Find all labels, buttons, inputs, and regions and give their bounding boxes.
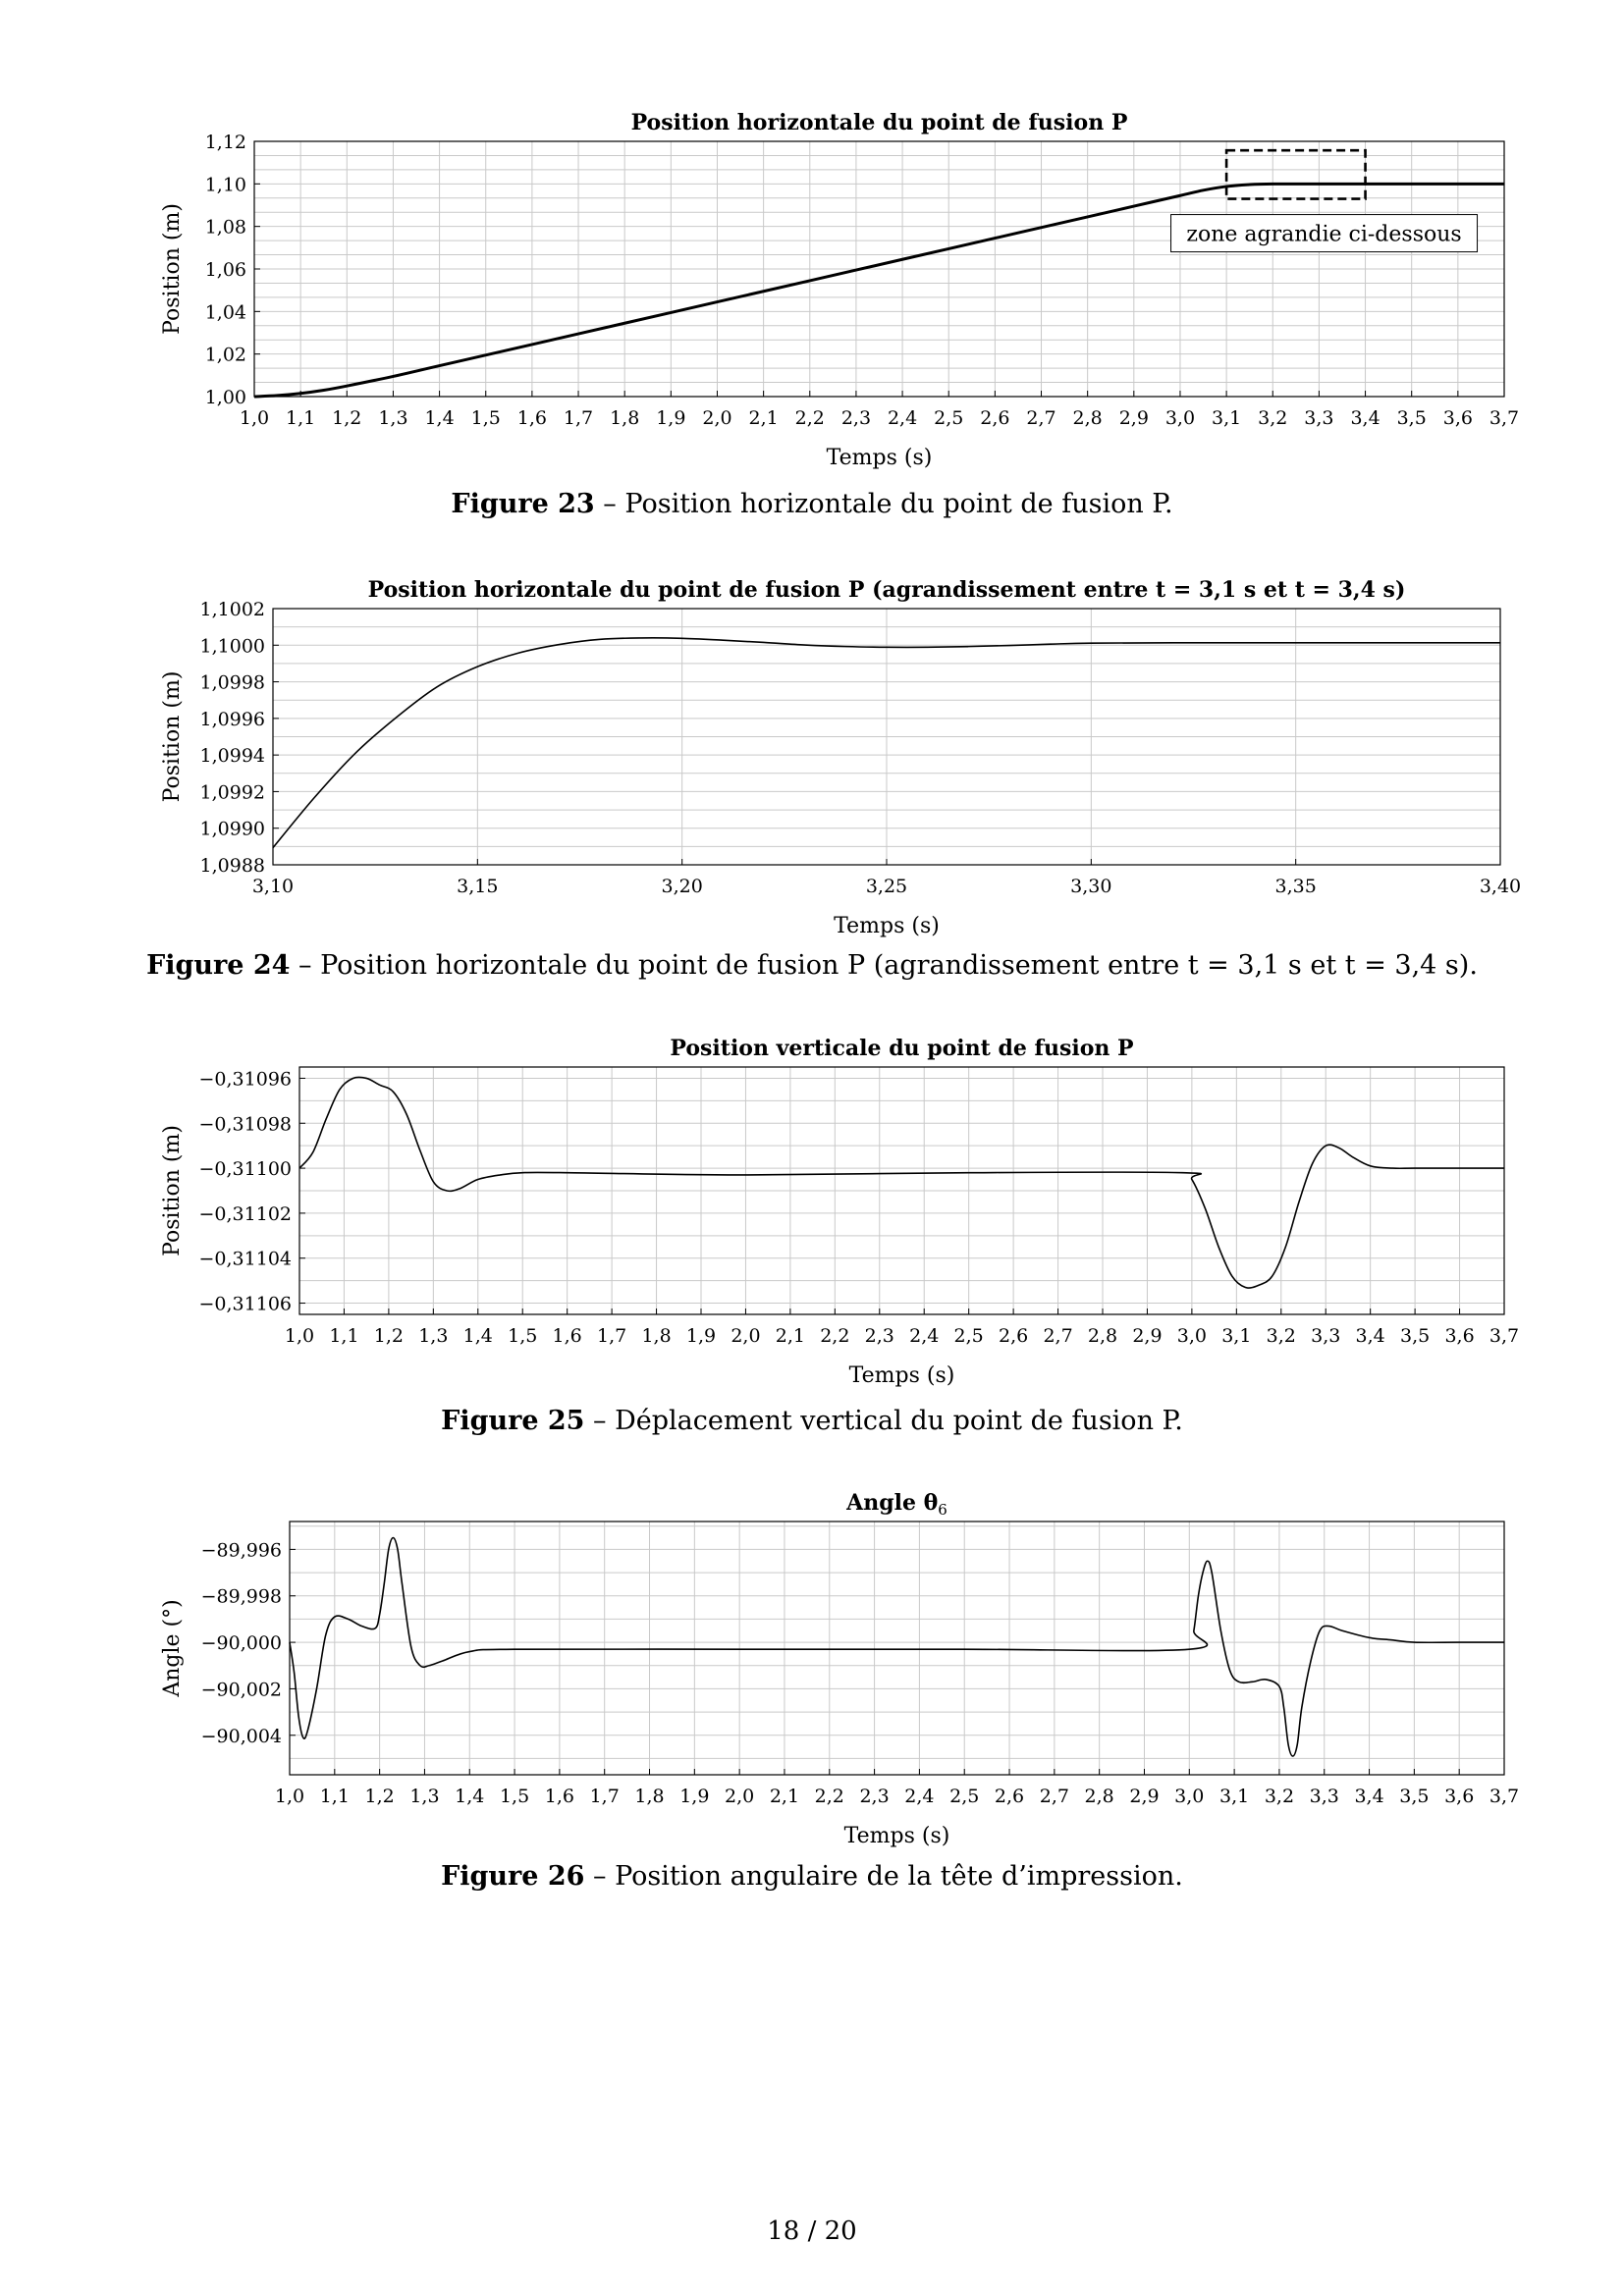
y-tick-label: 1,04 — [204, 301, 246, 324]
x-tick-label: 3,2 — [1258, 407, 1288, 429]
x-tick-label: 2,0 — [731, 1325, 761, 1347]
chart-angle-theta6 — [0, 1472, 1624, 1865]
x-tick-label: 1,2 — [373, 1325, 404, 1347]
y-tick-label: 1,0992 — [199, 781, 265, 804]
y-tick-label: 1,02 — [204, 344, 246, 366]
x-tick-label: 1,9 — [685, 1325, 717, 1347]
x-tick-label: 3,6 — [1442, 407, 1473, 429]
x-tick-label: 1,4 — [462, 1325, 493, 1347]
y-tick-label: 1,10 — [204, 174, 246, 196]
y-tick-label: 1,0994 — [199, 745, 265, 768]
x-tick-label: 2,2 — [820, 1325, 850, 1347]
x-tick-label: 2,4 — [904, 1786, 935, 1807]
x-tick-label: 3,35 — [1274, 876, 1317, 897]
x-tick-label: 2,3 — [859, 1786, 890, 1807]
x-tick-label: 1,5 — [508, 1325, 538, 1347]
x-tick-label: 2,2 — [794, 407, 825, 429]
y-tick-label: 1,1000 — [199, 635, 265, 658]
page-number: 18 / 20 — [767, 2216, 857, 2246]
y-axis-label: Angle (°) — [160, 1599, 185, 1697]
zoom-zone-box — [1226, 150, 1365, 198]
x-tick-label: 3,7 — [1489, 1325, 1520, 1347]
x-axis-label: Temps (s) — [826, 446, 933, 470]
grid — [254, 141, 1504, 397]
y-tick-label: −90,000 — [200, 1632, 282, 1655]
x-tick-label: 3,5 — [1399, 1786, 1430, 1807]
caption-figure-25: Figure 25 – Déplacement vertical du point de fusion P. — [441, 1406, 1183, 1436]
caption-figure-26: Figure 26 – Position angulaire de la tête d’impression. — [441, 1861, 1183, 1892]
x-tick-label: 1,1 — [319, 1786, 350, 1807]
x-tick-label: 3,3 — [1309, 1786, 1339, 1807]
x-tick-label: 2,8 — [1084, 1786, 1114, 1807]
chart-horizontal-position-zoom — [0, 560, 1624, 952]
x-tick-label: 1,3 — [409, 1786, 440, 1807]
x-tick-label: 3,3 — [1311, 1325, 1341, 1347]
y-tick-label: 1,1002 — [199, 599, 265, 620]
grid — [299, 1067, 1504, 1314]
x-tick-label: 3,2 — [1264, 1786, 1295, 1807]
x-tick-label: 2,9 — [1129, 1786, 1160, 1807]
x-tick-label: 1,3 — [378, 407, 408, 429]
x-tick-label: 2,1 — [748, 407, 779, 429]
x-tick-label: 3,7 — [1489, 407, 1520, 429]
y-axis-label: Position (m) — [160, 203, 185, 335]
x-tick-label: 2,8 — [1087, 1325, 1118, 1347]
x-tick-label: 1,7 — [589, 1786, 620, 1807]
y-tick-label: −0,31100 — [198, 1158, 292, 1181]
x-tick-label: 3,5 — [1396, 407, 1427, 429]
chart-vertical-position — [0, 1016, 1624, 1409]
chart-title-paren: (agrandissement entre t = 3,1 s et t = 3,4 s) — [872, 577, 1406, 603]
x-tick-label: 2,4 — [909, 1325, 940, 1347]
y-tick-label: 1,0996 — [199, 708, 265, 730]
x-tick-label: 2,5 — [949, 1786, 980, 1807]
y-tick-label: −89,998 — [200, 1585, 282, 1608]
x-tick-label: 3,4 — [1350, 407, 1380, 429]
y-tick-label: −0,31096 — [198, 1068, 292, 1091]
x-tick-label: 2,1 — [769, 1786, 800, 1807]
x-tick-label: 3,0 — [1164, 407, 1196, 429]
y-tick-label: 1,0998 — [199, 671, 265, 694]
x-tick-label: 2,9 — [1118, 407, 1149, 429]
x-tick-label: 1,8 — [634, 1786, 665, 1807]
y-axis-label: Position (m) — [160, 1125, 185, 1256]
y-tick-label: −0,31098 — [198, 1113, 292, 1136]
y-tick-label: 1,06 — [204, 259, 246, 281]
x-tick-label: 1,5 — [499, 1786, 530, 1807]
x-tick-label: 2,7 — [1043, 1325, 1073, 1347]
x-tick-label: 3,4 — [1355, 1325, 1385, 1347]
x-tick-label: 3,25 — [865, 876, 908, 897]
x-tick-label: 3,6 — [1444, 1325, 1475, 1347]
y-tick-label: −0,31106 — [198, 1293, 292, 1315]
x-tick-label: 3,15 — [457, 876, 499, 897]
x-tick-label: 2,4 — [887, 407, 918, 429]
grid — [290, 1522, 1504, 1775]
x-tick-label: 2,5 — [953, 1325, 984, 1347]
chart-title-main: Angle θ — [846, 1490, 939, 1516]
x-tick-label: 1,1 — [286, 407, 316, 429]
chart-title — [845, 1490, 947, 1519]
chart-title-subscript: 6 — [938, 1501, 947, 1519]
x-tick-label: 2,1 — [775, 1325, 805, 1347]
series-line — [290, 1538, 1504, 1756]
x-tick-label: 2,0 — [702, 407, 732, 429]
x-tick-label: 3,1 — [1221, 1325, 1252, 1347]
x-tick-label: 3,1 — [1212, 407, 1242, 429]
x-tick-label: 1,0 — [274, 1786, 305, 1807]
chart-title: Position horizontale du point de fusion P — [630, 110, 1128, 135]
x-tick-label: 2,8 — [1072, 407, 1103, 429]
x-tick-label: 3,3 — [1304, 407, 1334, 429]
x-tick-label: 1,0 — [284, 1325, 315, 1347]
caption-figure-23: Figure 23 – Position horizontale du point de fusion P. — [451, 489, 1173, 519]
y-tick-label: −0,31102 — [198, 1202, 292, 1225]
plot-frame — [290, 1522, 1504, 1775]
caption-figure-24: Figure 24 – Position horizontale du point de fusion P (agrandissement entre t = 3,1 s et t = 3,4 s). — [146, 950, 1478, 981]
x-tick-label: 3,7 — [1489, 1786, 1520, 1807]
x-tick-label: 2,0 — [725, 1786, 755, 1807]
x-tick-label: 2,7 — [1039, 1786, 1069, 1807]
x-tick-label: 1,9 — [679, 1786, 710, 1807]
x-tick-label: 2,3 — [840, 407, 872, 429]
x-tick-label: 3,30 — [1070, 876, 1112, 897]
y-tick-label: 1,0990 — [199, 818, 265, 840]
x-tick-label: 2,3 — [864, 1325, 894, 1347]
y-tick-label: 1,0988 — [199, 855, 265, 877]
x-tick-label: 1,8 — [641, 1325, 672, 1347]
x-tick-label: 1,6 — [544, 1786, 574, 1807]
x-tick-label: 1,6 — [552, 1325, 582, 1347]
x-tick-label: 1,9 — [656, 407, 686, 429]
x-tick-label: 1,0 — [239, 407, 270, 429]
x-tick-label: 1,2 — [364, 1786, 395, 1807]
x-tick-label: 3,1 — [1219, 1786, 1250, 1807]
x-tick-label: 1,4 — [424, 407, 455, 429]
y-axis-label: Position (m) — [160, 670, 185, 803]
series-line — [299, 1077, 1504, 1288]
x-tick-label: 1,5 — [470, 407, 501, 429]
x-tick-label: 3,20 — [661, 876, 703, 897]
zoom-zone-label: zone agrandie ci-dessous — [1186, 222, 1462, 247]
chart-horizontal-position — [0, 98, 1624, 491]
y-tick-label: −0,31104 — [198, 1248, 292, 1270]
x-tick-label: 2,5 — [934, 407, 964, 429]
x-tick-label: 2,2 — [814, 1786, 844, 1807]
x-tick-label: 1,7 — [597, 1325, 627, 1347]
x-tick-label: 1,8 — [610, 407, 640, 429]
chart-title: Position verticale du point de fusion P — [670, 1036, 1134, 1061]
x-axis-label: Temps (s) — [834, 914, 940, 938]
x-tick-label: 2,6 — [999, 1325, 1029, 1347]
x-tick-label: 1,2 — [332, 407, 362, 429]
y-tick-label: 1,00 — [204, 387, 246, 408]
x-tick-label: 3,0 — [1176, 1325, 1207, 1347]
x-tick-label: 1,1 — [329, 1325, 359, 1347]
x-tick-label: 1,7 — [563, 407, 594, 429]
chart-title-main: Position horizontale du point de fusion P — [367, 577, 873, 603]
x-tick-label: 3,6 — [1444, 1786, 1475, 1807]
x-tick-label: 2,6 — [994, 1786, 1025, 1807]
x-axis-label: Temps (s) — [848, 1363, 955, 1388]
x-tick-label: 3,10 — [251, 876, 295, 897]
x-tick-label: 3,5 — [1400, 1325, 1431, 1347]
y-tick-label: −89,996 — [200, 1539, 282, 1562]
x-tick-label: 3,40 — [1479, 876, 1522, 897]
y-tick-label: 1,12 — [204, 132, 246, 153]
y-tick-label: −90,002 — [200, 1679, 282, 1701]
x-tick-label: 3,4 — [1354, 1786, 1384, 1807]
y-tick-label: 1,08 — [204, 216, 246, 239]
x-tick-label: 2,7 — [1026, 407, 1056, 429]
x-tick-label: 1,3 — [418, 1325, 449, 1347]
x-tick-label: 2,9 — [1132, 1325, 1163, 1347]
x-axis-label: Temps (s) — [843, 1824, 950, 1848]
x-tick-label: 3,0 — [1174, 1786, 1205, 1807]
y-tick-label: −90,004 — [200, 1725, 282, 1747]
chart-title — [368, 577, 1406, 603]
x-tick-label: 1,6 — [516, 407, 547, 429]
x-tick-label: 2,6 — [980, 407, 1010, 429]
x-tick-label: 1,4 — [455, 1786, 485, 1807]
x-tick-label: 3,2 — [1266, 1325, 1296, 1347]
